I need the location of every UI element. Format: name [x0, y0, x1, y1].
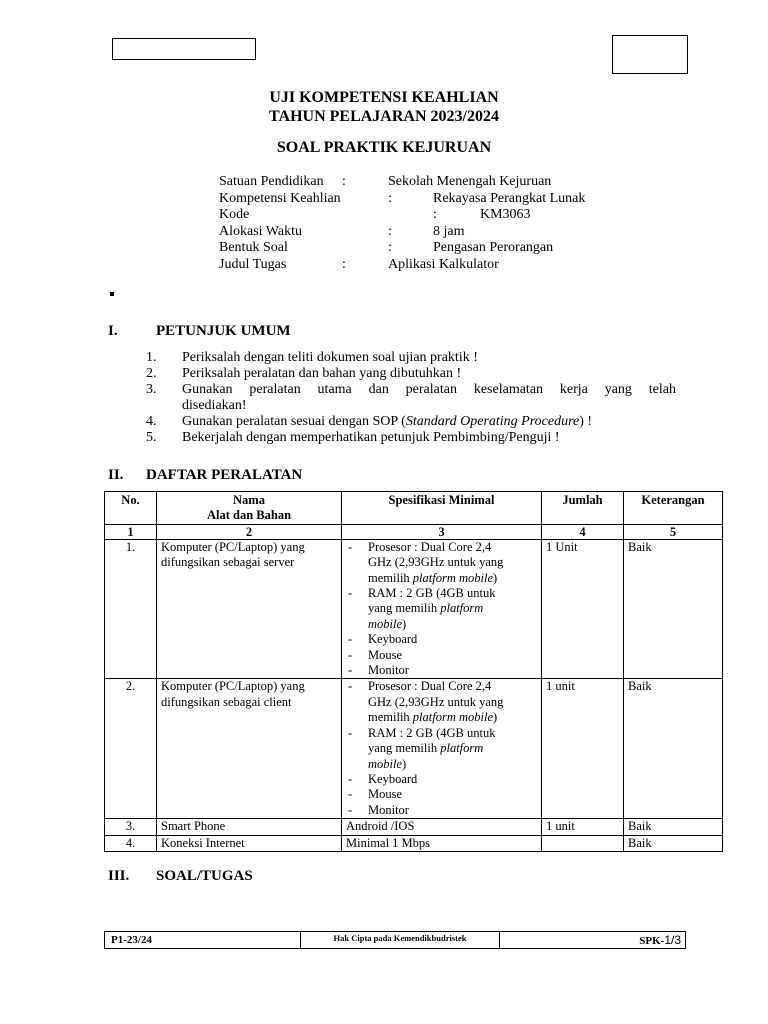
instructions-list — [146, 350, 676, 446]
info-sep: : — [388, 223, 392, 239]
footer-copyright: Hak Cipta pada Kemendikbudristek — [333, 933, 467, 943]
info-label: Satuan Pendidikan — [219, 174, 324, 189]
header-ket: Keterangan — [624, 492, 723, 525]
info-value: KM3063 — [480, 207, 531, 222]
info-sep: : — [388, 190, 392, 206]
column-number-row: 1 2 3 4 5 — [105, 524, 723, 539]
table-row: 3. Smart Phone Android /IOS 1 unit Baik — [105, 819, 723, 835]
info-label: Kode — [219, 207, 250, 222]
header-jumlah: Jumlah — [542, 492, 624, 525]
header-box-right — [612, 35, 688, 74]
footer-page: SPK-1/3 — [499, 932, 685, 948]
page-footer — [104, 931, 686, 949]
bullet-dot — [110, 292, 114, 296]
header-box-left — [112, 38, 256, 60]
info-value: Rekayasa Perangkat Lunak — [433, 190, 586, 206]
section-number: III. — [108, 868, 130, 884]
section-number: I. — [108, 323, 118, 339]
info-label: Judul Tugas — [219, 256, 287, 272]
table-row: 1. Komputer (PC/Laptop) yang difungsikan sebagai server - Prosesor : Dual Core 2,4 GHz (2,93GHz untuk yang memilih platform mobile) - RAM : 2 GB (4GB untuk yang memilih platform mobile) - Keyboard - Mouse - Monitor 1 Unit Baik — [105, 539, 723, 679]
spec-cell: - Prosesor : Dual Core 2,4 GHz (2,93GHz untuk yang memilih platform mobile) - RAM : 2 GB (4GB untuk yang memilih platform mobile) - Keyboard - Mouse - Monitor — [342, 679, 542, 819]
doc-title-line1: UJI KOMPETENSI KEAHLIAN — [269, 89, 499, 106]
list-item: 4. Gunakan peralatan sesuai dengan SOP (Standard Operating Procedure) ! — [146, 414, 593, 429]
table-row: 4. Koneksi Internet Minimal 1 Mbps Baik — [105, 835, 723, 851]
header-nama: Nama Alat dan Bahan — [157, 492, 342, 525]
list-item: 1. Periksalah dengan teliti dokumen soal ujian praktik ! — [146, 350, 478, 365]
info-sep: : — [388, 240, 392, 255]
info-value: Aplikasi Kalkulator — [388, 256, 499, 272]
table-row: 2. Komputer (PC/Laptop) yang difungsikan sebagai client - Prosesor : Dual Core 2,4 GHz (2,93GHz untuk yang memilih platform mobile) - RAM : 2 GB (4GB untuk yang memilih platform mobile) - Keyboard - Mouse - Monitor 1 unit Baik — [105, 679, 723, 819]
header-spek: Spesifikasi Minimal — [342, 492, 542, 525]
spec-cell: - Prosesor : Dual Core 2,4 GHz (2,93GHz untuk yang memilih platform mobile) - RAM : 2 GB (4GB untuk yang memilih platform mobile) - Keyboard - Mouse - Monitor — [342, 539, 542, 679]
info-label: Kompetensi Keahlian — [219, 190, 341, 206]
list-item: 5. Bekerjalah dengan memperhatikan petunjuk Pembimbing/Penguji ! — [146, 430, 560, 445]
header-no: No. — [105, 492, 157, 525]
section-title: PETUNJUK UMUM — [156, 323, 291, 339]
info-label: Alokasi Waktu — [219, 223, 302, 239]
info-sep: : — [342, 174, 346, 189]
section-title: SOAL/TUGAS — [156, 868, 253, 884]
section-title: DAFTAR PERALATAN — [146, 467, 303, 483]
list-item: 3. Gunakan peralatan utama dan peralatan keselamatan kerja yang telah disediakan! — [146, 382, 676, 413]
info-sep: : — [342, 256, 346, 272]
info-value: 8 jam — [433, 223, 465, 239]
doc-title-line2: TAHUN PELAJARAN 2023/2024 — [269, 108, 499, 125]
table-header-row — [105, 492, 723, 525]
info-value: Sekolah Menengah Kejuruan — [388, 174, 552, 189]
equipment-table — [104, 491, 723, 852]
doc-title-line3: SOAL PRAKTIK KEJURUAN — [276, 139, 492, 156]
footer-code: P1-23/24 — [105, 932, 301, 948]
info-value: Pengasan Perorangan — [433, 240, 554, 255]
info-label: Bentuk Soal — [219, 240, 288, 255]
section-number: II. — [108, 467, 124, 483]
list-item: 2. Periksalah peralatan dan bahan yang dibutuhkan ! — [146, 366, 462, 381]
info-sep: : — [433, 207, 437, 222]
